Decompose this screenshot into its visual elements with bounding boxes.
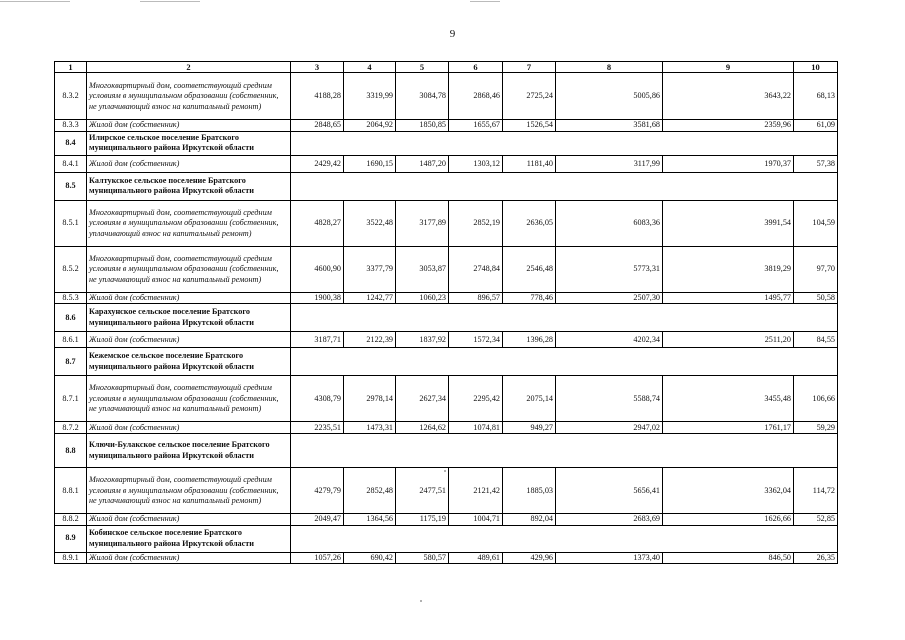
section-row xyxy=(55,434,838,468)
value-cell: 2978,14 xyxy=(344,376,396,422)
value-cell: 106,66 xyxy=(794,376,838,422)
value-cell: 1364,56 xyxy=(344,514,396,525)
row-code: 8.5.3 xyxy=(55,292,87,303)
value-cell: 2683,69 xyxy=(556,514,663,525)
section-title: Ключи-Булакское сельское поселение Братского муниципального района Иркутской области xyxy=(87,434,291,468)
value-cell: 2848,65 xyxy=(291,120,344,131)
row-description: Многоквартирный дом, соответствующий средним условиям в муниципальном образовании (собственник, не уплачивающий взнос на капитальный ремонт) xyxy=(87,73,291,120)
section-blank xyxy=(291,434,838,468)
value-cell: 2064,92 xyxy=(344,120,396,131)
value-cell: 1885,03 xyxy=(503,468,556,514)
row-code: 8.9.1 xyxy=(55,552,87,563)
row-code: 8.4 xyxy=(55,131,87,155)
value-cell: 3187,71 xyxy=(291,332,344,348)
value-cell: 4202,34 xyxy=(556,332,663,348)
row-description: Многоквартирный дом, соответствующий средним условиям в муниципальном образовании (собственник, уплачивающий взнос на капитальный ремонт) xyxy=(87,200,291,246)
value-cell: 52,85 xyxy=(794,514,838,525)
value-cell: 1626,66 xyxy=(663,514,794,525)
column-header: 2 xyxy=(87,62,291,73)
row-code: 8.3.2 xyxy=(55,73,87,120)
page-number: 9 xyxy=(449,28,456,40)
row-code: 8.7.1 xyxy=(55,376,87,422)
table-row xyxy=(55,73,838,120)
value-cell: 2049,47 xyxy=(291,514,344,525)
value-cell: 429,96 xyxy=(503,552,556,563)
value-cell: 3084,78 xyxy=(396,73,449,120)
value-cell: 1487,20 xyxy=(396,155,449,172)
value-cell: 5005,86 xyxy=(556,73,663,120)
row-description: Жилой дом (собственник) xyxy=(87,332,291,348)
value-cell: 1242,77 xyxy=(344,292,396,303)
value-cell: 2477,51 xyxy=(396,468,449,514)
row-code: 8.8 xyxy=(55,434,87,468)
value-cell: 1175,19 xyxy=(396,514,449,525)
value-cell: 6083,36 xyxy=(556,200,663,246)
column-header: 8 xyxy=(556,62,663,73)
row-description: Жилой дом (собственник) xyxy=(87,155,291,172)
value-cell: 1655,67 xyxy=(449,120,503,131)
value-cell: 3522,48 xyxy=(344,200,396,246)
value-cell: 846,50 xyxy=(663,552,794,563)
scan-speck xyxy=(420,600,422,602)
value-cell: 26,35 xyxy=(794,552,838,563)
value-cell: 4188,28 xyxy=(291,73,344,120)
value-cell: 896,57 xyxy=(449,292,503,303)
value-cell: 4279,79 xyxy=(291,468,344,514)
section-blank xyxy=(291,348,838,376)
value-cell: 2627,34 xyxy=(396,376,449,422)
section-row xyxy=(55,525,838,552)
value-cell: 1572,34 xyxy=(449,332,503,348)
value-cell: 1850,85 xyxy=(396,120,449,131)
value-cell: 3819,29 xyxy=(663,246,794,292)
table-row xyxy=(55,468,838,514)
value-cell: 50,58 xyxy=(794,292,838,303)
value-cell: 1373,40 xyxy=(556,552,663,563)
section-title: Калтукское сельское поселение Братского муниципального района Иркутской области xyxy=(87,172,291,200)
value-cell: 59,29 xyxy=(794,422,838,434)
column-header: 5 xyxy=(396,62,449,73)
table-row xyxy=(55,120,838,131)
row-code: 8.7.2 xyxy=(55,422,87,434)
column-header: 1 xyxy=(55,62,87,73)
section-blank xyxy=(291,172,838,200)
value-cell: 5656,41 xyxy=(556,468,663,514)
value-cell: 2511,20 xyxy=(663,332,794,348)
value-cell: 3581,68 xyxy=(556,120,663,131)
column-header: 10 xyxy=(794,62,838,73)
value-cell: 1074,81 xyxy=(449,422,503,434)
value-cell: 1970,37 xyxy=(663,155,794,172)
value-cell: 5588,74 xyxy=(556,376,663,422)
row-code: 8.7 xyxy=(55,348,87,376)
value-cell: 2546,48 xyxy=(503,246,556,292)
value-cell: 5773,31 xyxy=(556,246,663,292)
value-cell: 2295,42 xyxy=(449,376,503,422)
value-cell: 2121,42 xyxy=(449,468,503,514)
header-row xyxy=(55,62,838,73)
top-edge-line xyxy=(470,1,500,2)
row-code: 8.5 xyxy=(55,172,87,200)
value-cell: 3177,89 xyxy=(396,200,449,246)
row-description: Жилой дом (собственник) xyxy=(87,422,291,434)
value-cell: 4828,27 xyxy=(291,200,344,246)
column-header: 4 xyxy=(344,62,396,73)
column-header: 9 xyxy=(663,62,794,73)
table-body xyxy=(55,62,838,564)
value-cell: 1181,40 xyxy=(503,155,556,172)
value-cell: 2636,05 xyxy=(503,200,556,246)
section-blank xyxy=(291,131,838,155)
table-row xyxy=(55,376,838,422)
value-cell: 580,57 xyxy=(396,552,449,563)
value-cell: 949,27 xyxy=(503,422,556,434)
value-cell: 1303,12 xyxy=(449,155,503,172)
value-cell: 57,38 xyxy=(794,155,838,172)
value-cell: 3377,79 xyxy=(344,246,396,292)
value-cell: 2235,51 xyxy=(291,422,344,434)
value-cell: 1526,54 xyxy=(503,120,556,131)
value-cell: 2725,24 xyxy=(503,73,556,120)
value-cell: 3117,99 xyxy=(556,155,663,172)
value-cell: 4308,79 xyxy=(291,376,344,422)
table-row xyxy=(55,200,838,246)
table-row xyxy=(55,292,838,303)
row-code: 8.8.1 xyxy=(55,468,87,514)
value-cell: 2122,39 xyxy=(344,332,396,348)
section-title: Кобинское сельское поселение Братского муниципального района Иркутской области xyxy=(87,525,291,552)
row-code: 8.5.2 xyxy=(55,246,87,292)
value-cell: 3362,04 xyxy=(663,468,794,514)
value-cell: 104,59 xyxy=(794,200,838,246)
row-description: Многоквартирный дом, соответствующий средним условиям в муниципальном образовании (собственник, не уплачивающий взнос на капитальный ремонт) xyxy=(87,468,291,514)
value-cell: 690,42 xyxy=(344,552,396,563)
row-description: Жилой дом (собственник) xyxy=(87,552,291,563)
table-row xyxy=(55,552,838,563)
row-description: Жилой дом (собственник) xyxy=(87,514,291,525)
value-cell: 2852,19 xyxy=(449,200,503,246)
table-row xyxy=(55,246,838,292)
column-header: 6 xyxy=(449,62,503,73)
table-row xyxy=(55,514,838,525)
section-title: Кежемское сельское поселение Братского муниципального района Иркутской области xyxy=(87,348,291,376)
value-cell: 3991,54 xyxy=(663,200,794,246)
value-cell: 3319,99 xyxy=(344,73,396,120)
value-cell: 3643,22 xyxy=(663,73,794,120)
table-row xyxy=(55,422,838,434)
value-cell: 892,04 xyxy=(503,514,556,525)
row-code: 8.6.1 xyxy=(55,332,87,348)
row-description: Многоквартирный дом, соответствующий средним условиям в муниципальном образовании (собственник, не уплачивающий взнос на капитальный ремонт) xyxy=(87,376,291,422)
value-cell: 489,61 xyxy=(449,552,503,563)
top-edge-line xyxy=(0,1,70,2)
section-title: Карахунское сельское поселение Братского муниципального района Иркутской области xyxy=(87,304,291,332)
value-cell: 2359,96 xyxy=(663,120,794,131)
value-cell: 2429,42 xyxy=(291,155,344,172)
scan-speck xyxy=(444,470,446,472)
value-cell: 1004,71 xyxy=(449,514,503,525)
row-description: Жилой дом (собственник) xyxy=(87,120,291,131)
tariff-table xyxy=(54,61,838,564)
top-edge-line xyxy=(140,1,200,2)
row-code: 8.9 xyxy=(55,525,87,552)
row-code: 8.4.1 xyxy=(55,155,87,172)
value-cell: 114,72 xyxy=(794,468,838,514)
value-cell: 4600,90 xyxy=(291,246,344,292)
column-header: 3 xyxy=(291,62,344,73)
value-cell: 1060,23 xyxy=(396,292,449,303)
section-row xyxy=(55,348,838,376)
section-title: Илирское сельское поселение Братского муниципального района Иркутской области xyxy=(87,131,291,155)
value-cell: 2868,46 xyxy=(449,73,503,120)
row-description: Жилой дом (собственник) xyxy=(87,292,291,303)
section-blank xyxy=(291,525,838,552)
table-row xyxy=(55,155,838,172)
value-cell: 61,09 xyxy=(794,120,838,131)
value-cell: 68,13 xyxy=(794,73,838,120)
value-cell: 1837,92 xyxy=(396,332,449,348)
value-cell: 2947,02 xyxy=(556,422,663,434)
section-row xyxy=(55,304,838,332)
value-cell: 3455,48 xyxy=(663,376,794,422)
value-cell: 84,55 xyxy=(794,332,838,348)
value-cell: 3053,87 xyxy=(396,246,449,292)
value-cell: 1761,17 xyxy=(663,422,794,434)
value-cell: 1495,77 xyxy=(663,292,794,303)
row-description: Многоквартирный дом, соответствующий средним условиям в муниципальном образовании (собственник, не уплачивающий взнос на капитальный ремонт) xyxy=(87,246,291,292)
value-cell: 2075,14 xyxy=(503,376,556,422)
row-code: 8.6 xyxy=(55,304,87,332)
section-row xyxy=(55,131,838,155)
value-cell: 1396,28 xyxy=(503,332,556,348)
value-cell: 2507,30 xyxy=(556,292,663,303)
value-cell: 2748,84 xyxy=(449,246,503,292)
value-cell: 1057,26 xyxy=(291,552,344,563)
value-cell: 778,46 xyxy=(503,292,556,303)
row-code: 8.5.1 xyxy=(55,200,87,246)
row-code: 8.3.3 xyxy=(55,120,87,131)
section-row xyxy=(55,172,838,200)
section-blank xyxy=(291,304,838,332)
column-header: 7 xyxy=(503,62,556,73)
value-cell: 1264,62 xyxy=(396,422,449,434)
value-cell: 1690,15 xyxy=(344,155,396,172)
table-row xyxy=(55,332,838,348)
row-code: 8.8.2 xyxy=(55,514,87,525)
value-cell: 1473,31 xyxy=(344,422,396,434)
value-cell: 1900,38 xyxy=(291,292,344,303)
value-cell: 97,70 xyxy=(794,246,838,292)
value-cell: 2852,48 xyxy=(344,468,396,514)
